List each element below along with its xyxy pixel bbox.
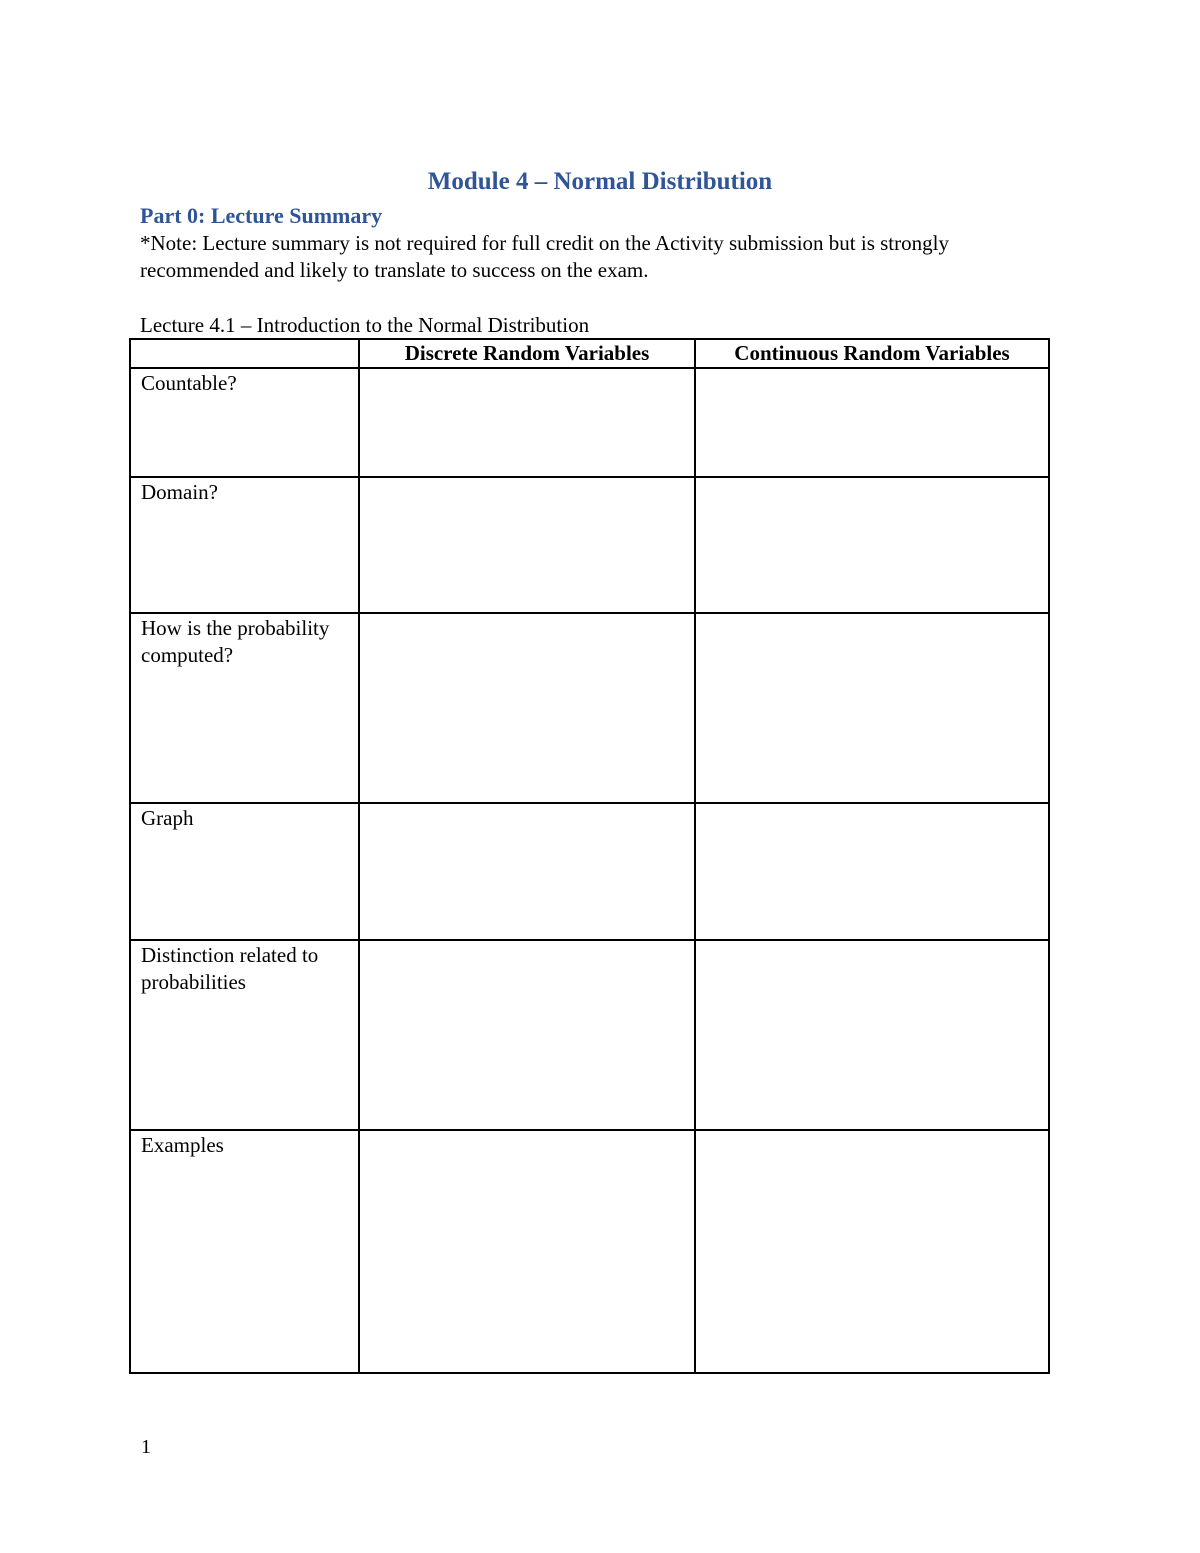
cell-discrete-domain[interactable] [359,477,695,613]
cell-discrete-examples[interactable] [359,1130,695,1373]
table-row [130,803,1049,940]
lecture-label: Lecture 4.1 – Introduction to the Normal Distribution [140,313,590,337]
row-label-countable: Countable? [130,368,359,477]
table-row [130,368,1049,477]
summary-table [129,338,1050,1374]
cell-discrete-countable[interactable] [359,368,695,477]
page-number: 1 [141,1436,151,1458]
document-title: Module 4 – Normal Distribution [427,168,773,195]
row-label-distinction: Distinction related to probabilities [130,940,359,1130]
note-paragraph: *Note: Lecture summary is not required for full credit on the Activity submission but is strongly recommended and likely to translate to success on the exam. [140,231,949,282]
table-row [130,613,1049,803]
header-empty-cell [130,339,359,368]
table-row [130,940,1049,1130]
row-label-examples: Examples [130,1130,359,1373]
cell-continuous-domain[interactable] [695,477,1049,613]
row-label-domain: Domain? [130,477,359,613]
table-header-row [130,339,1049,368]
cell-discrete-graph[interactable] [359,803,695,940]
cell-continuous-graph[interactable] [695,803,1049,940]
header-discrete: Discrete Random Variables [359,339,695,368]
cell-continuous-countable[interactable] [695,368,1049,477]
cell-discrete-probability-computed[interactable] [359,613,695,803]
cell-discrete-distinction[interactable] [359,940,695,1130]
cell-continuous-probability-computed[interactable] [695,613,1049,803]
cell-continuous-distinction[interactable] [695,940,1049,1130]
row-label-probability-computed: How is the probability computed? [130,613,359,803]
part-heading: Part 0: Lecture Summary [140,203,383,228]
table-row [130,1130,1049,1373]
table-row [130,477,1049,613]
header-continuous: Continuous Random Variables [695,339,1049,368]
cell-continuous-examples[interactable] [695,1130,1049,1373]
row-label-graph: Graph [130,803,359,940]
